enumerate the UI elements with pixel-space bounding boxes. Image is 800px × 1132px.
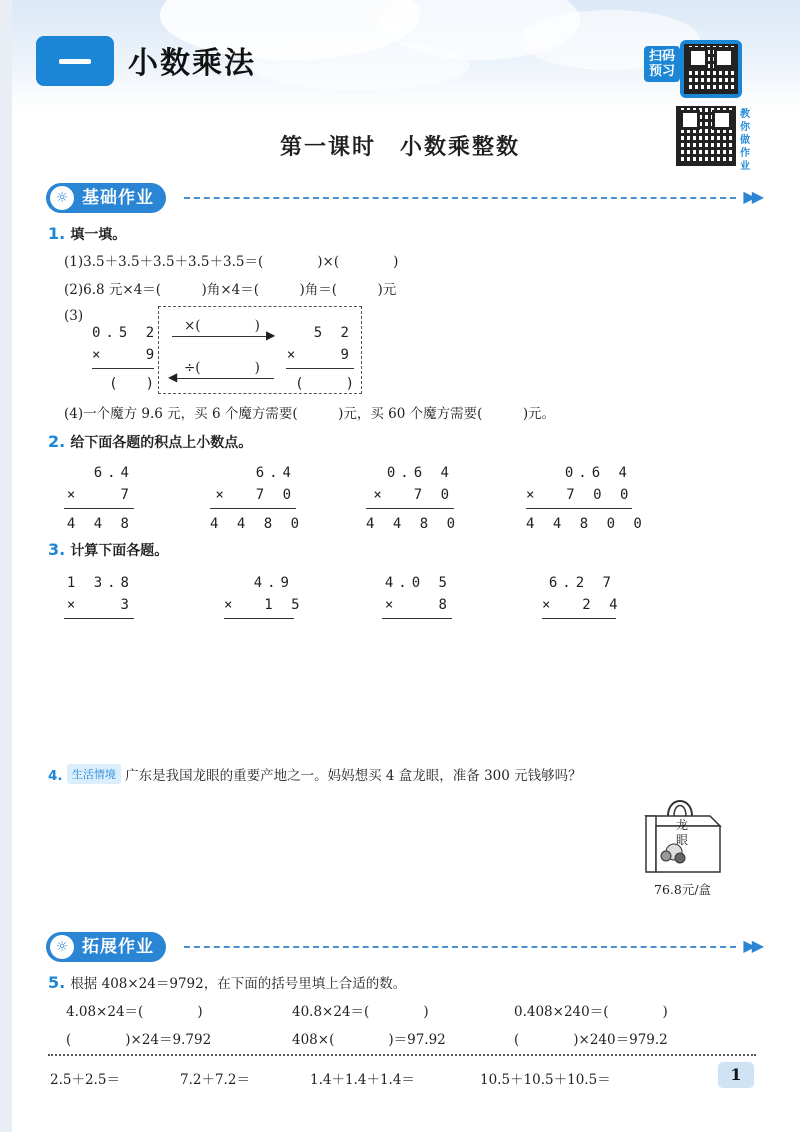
q3-calc-1 — [64, 572, 134, 623]
question-text: 广东是我国龙眼的重要产地之一。妈妈想买 4 盒龙眼，准备 300 元钱够吗？ — [125, 768, 582, 784]
calc-top: 6.4 — [255, 465, 296, 481]
double-arrow-icon: ▶▶ — [743, 936, 760, 955]
calc-rule — [92, 368, 154, 369]
q1-left-calc — [92, 322, 160, 395]
lesson-title: 第一课时 小数乘整数 — [279, 135, 520, 160]
calc-rule — [526, 508, 632, 509]
question-5-heading — [48, 972, 406, 992]
calc-top: 0.6 4 — [386, 465, 454, 481]
question-3-heading — [48, 540, 168, 560]
calc-multiplier: × 7 0 0 — [526, 487, 634, 503]
q3-calc-4 — [542, 572, 623, 623]
page-spine — [0, 0, 12, 1132]
calc-multiplier: × 7 — [66, 487, 134, 503]
question-title: 给下面各题的积点上小数点。 — [70, 435, 253, 451]
calc-top: 6.2 7 — [548, 575, 616, 591]
calc-top: 6.4 — [93, 465, 134, 481]
lightbulb-icon: ☼ — [50, 186, 74, 210]
arrow-top-label: ×( ) — [184, 318, 260, 334]
q5-item: 40.8×24＝( ) — [292, 1004, 429, 1020]
lightbulb-icon: ☼ — [50, 935, 74, 959]
q1-line-3-label: (3) — [64, 308, 84, 324]
calc-top: 0.6 4 — [564, 465, 632, 481]
calc-result: 4 4 8 — [66, 516, 134, 532]
calc-multiplier: × 1 5 — [224, 597, 305, 613]
calc-multiplier: × 2 4 — [542, 597, 623, 613]
question-2-heading — [48, 432, 252, 452]
page-number: 1 — [718, 1062, 754, 1088]
calc-result: 4 4 8 0 — [210, 516, 305, 532]
arrow-head-left-icon: ◀ — [168, 370, 178, 384]
calc-rule — [286, 368, 354, 369]
calc-rule — [224, 618, 294, 619]
qr-code-icon — [684, 44, 738, 94]
right-arrow — [172, 336, 272, 337]
unit-title: 小数乘法 — [128, 46, 256, 81]
calc-multiplier: × 7 0 — [373, 487, 454, 503]
scan-preview-badge[interactable]: 扫码预习 — [644, 46, 680, 82]
section-basic-header — [46, 183, 760, 213]
calc-rule — [210, 508, 296, 509]
unit-number-tab — [36, 36, 114, 86]
arrow-head-right-icon: ▶ — [266, 328, 276, 342]
calc-multiplier: × 8 — [384, 597, 452, 613]
q5-item: 4.08×24＝( ) — [66, 1004, 203, 1020]
question-number: 1. — [48, 224, 66, 243]
calc-result: ( ) — [295, 376, 354, 392]
arrow-bottom-label: ÷( ) — [184, 360, 260, 376]
q2-calc-4 — [526, 462, 647, 535]
section-extended-header — [46, 932, 760, 962]
q5-item: ( )×240＝979.2 — [514, 1032, 668, 1048]
q5-item: 408×( )＝97.92 — [292, 1032, 446, 1048]
double-arrow-icon: ▶▶ — [743, 187, 760, 206]
q1-line-1: (1)3.5＋3.5＋3.5＋3.5＋3.5＝( )×( ) — [64, 254, 399, 270]
box-label: 龙眼 — [676, 818, 689, 847]
calc-top: 4.9 — [253, 575, 294, 591]
calc-result: 4 4 8 0 0 — [526, 516, 647, 532]
side-note: 教你做作业 — [740, 109, 750, 172]
footer-divider — [48, 1054, 756, 1056]
q1-right-calc — [286, 322, 354, 395]
calc-multiplier: × 9 — [92, 347, 160, 363]
calc-top: 4.0 5 — [384, 575, 452, 591]
calc-rule — [382, 618, 452, 619]
calc-top: 5 2 — [313, 325, 354, 341]
left-arrow — [174, 378, 274, 379]
q2-calc-2 — [210, 462, 305, 535]
q3-calc-2 — [224, 572, 305, 623]
life-context-tag: 生活情境 — [67, 764, 121, 784]
section-divider — [184, 946, 736, 948]
question-number: 5. — [48, 973, 66, 992]
calc-multiplier: × 7 0 — [215, 487, 296, 503]
q5-item: ( )×24＝9.792 — [66, 1032, 212, 1048]
calc-top: 1 3.8 — [66, 575, 134, 591]
calc-rule — [542, 618, 616, 619]
section-extended-label: 拓展作业 — [46, 932, 166, 962]
calc-rule — [64, 508, 134, 509]
footer-item: 10.5＋10.5＋10.5＝ — [480, 1072, 611, 1088]
calc-multiplier: × 9 — [286, 347, 354, 363]
calc-rule — [64, 618, 134, 619]
footer-item: 7.2＋7.2＝ — [180, 1072, 250, 1088]
qr-frame[interactable] — [680, 40, 742, 98]
calc-result: 4 4 8 0 — [366, 516, 461, 532]
q3-calc-3 — [382, 572, 452, 623]
calc-rule — [366, 508, 454, 509]
calc-multiplier: × 3 — [66, 597, 134, 613]
price-label: 76.8元/盒 — [654, 882, 712, 897]
q1-line-4: (4)一个魔方 9.6 元，买 6 个魔方需要( )元，买 60 个魔方需要( )元。 — [64, 406, 556, 422]
question-1-heading — [48, 224, 126, 244]
footer-item: 1.4＋1.4＋1.4＝ — [310, 1072, 415, 1088]
q1-line-2: (2)6.8 元×4＝( )角×4＝( )角＝( )元 — [64, 282, 397, 298]
question-number: 2. — [48, 432, 66, 451]
question-4-heading — [48, 764, 582, 784]
question-number: 4. — [48, 768, 63, 784]
q2-calc-1 — [64, 462, 134, 535]
question-title: 计算下面各题。 — [70, 543, 169, 559]
q5-item: 0.408×240＝( ) — [514, 1004, 668, 1020]
section-basic-label: 基础作业 — [46, 183, 166, 213]
footer-item: 2.5＋2.5＝ — [50, 1072, 120, 1088]
calc-top: 0.5 2 — [92, 325, 160, 341]
question-number: 3. — [48, 540, 66, 559]
section-divider — [184, 197, 736, 199]
q2-calc-3 — [366, 462, 461, 535]
question-title: 根据 408×24＝9792，在下面的括号里填上合适的数。 — [70, 976, 407, 992]
calc-result: ( ) — [109, 376, 154, 392]
question-title: 填一填。 — [70, 227, 127, 243]
